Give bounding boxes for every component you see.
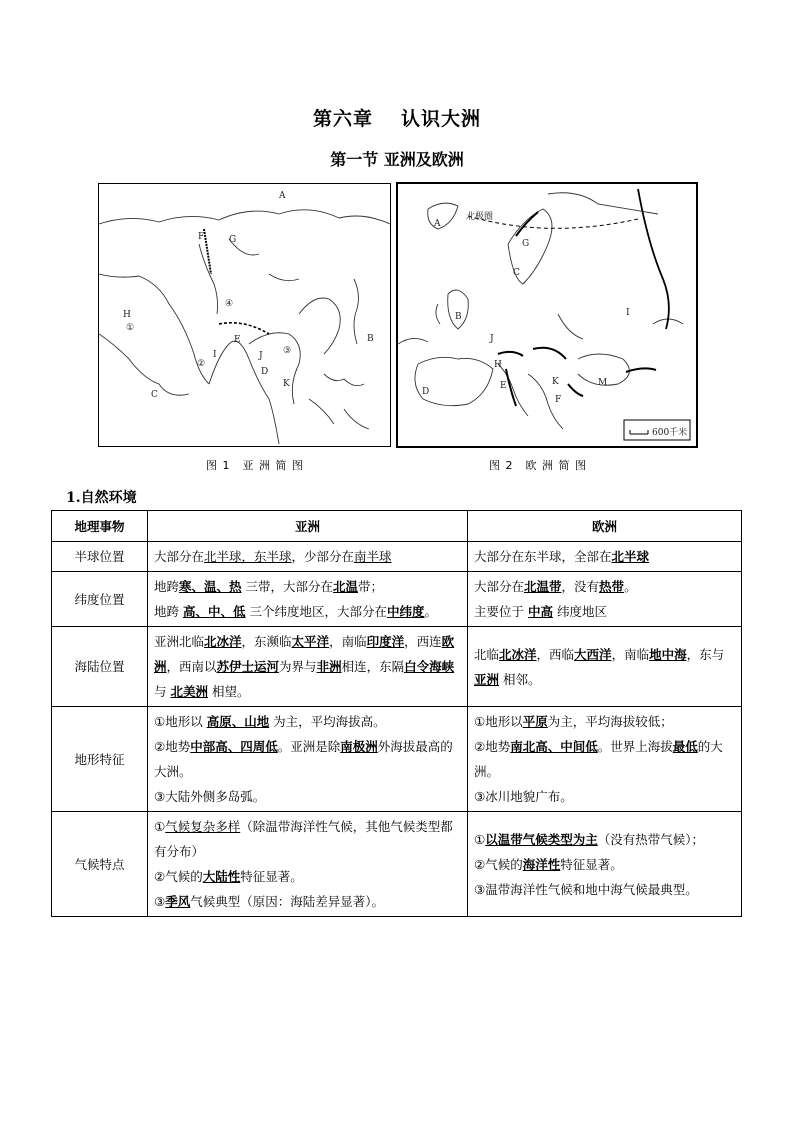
- europe-cell: 大部分在北温带，没有热带。 主要位于 中高 纬度地区: [468, 572, 742, 627]
- row-category: 海陆位置: [52, 627, 148, 707]
- header-cell: 地理事物: [52, 511, 148, 542]
- asia-cell: ①气候复杂多样（除温带海洋性气候，其他气候类型都有分布） ②气候的大陆性特征显著。 ③季风气候典型（原因：海陆差异显著）。: [148, 812, 468, 917]
- svg-text:I: I: [626, 308, 630, 318]
- europe-cell: 北临北冰洋，西临大西洋，南临地中海，东与 亚洲 相邻。: [468, 627, 742, 707]
- asia-cell: 地跨寒、温、热 三带，大部分在北温带； 地跨 高、中、低 三个纬度地区，大部分在中纬度。: [148, 572, 468, 627]
- svg-text:B: B: [367, 334, 374, 344]
- svg-text:北极圈: 北极圈: [466, 212, 494, 222]
- svg-text:③: ③: [283, 346, 292, 356]
- svg-text:K: K: [283, 379, 290, 389]
- europe-cell: 大部分在东半球，全部在北半球: [468, 542, 742, 572]
- asia-map-caption: 图 1 亚 洲 简 图: [206, 459, 304, 472]
- row-category: 气候特点: [52, 812, 148, 917]
- asia-map: [98, 183, 391, 447]
- asia-cell: ①地形以 高原、山地 为主，平均海拔高。 ②地势中部高、四周低。亚洲是除南极洲外海拔最高的大洲。 ③大陆外侧多岛弧。: [148, 707, 468, 812]
- svg-text:M: M: [598, 378, 608, 388]
- header-cell: 欧洲: [468, 511, 742, 542]
- row-category: 纬度位置: [52, 572, 148, 627]
- section-heading: 1.自然环境: [66, 490, 137, 506]
- svg-text:D: D: [261, 367, 269, 377]
- natural-environment-table: [51, 510, 742, 917]
- row-category: 地形特征: [52, 707, 148, 812]
- asia-cell: 大部分在北半球，东半球，少部分在南半球: [148, 542, 468, 572]
- table-row: [52, 542, 742, 572]
- asia-cell: 亚洲北临北冰洋，东濒临太平洋，南临印度洋，西连欧洲，西南以苏伊士运河为界与非洲相连，东隔白令海峡 与 北美洲 相望。: [148, 627, 468, 707]
- svg-text:G: G: [522, 239, 530, 249]
- section-title: 第一节 亚洲及欧洲: [330, 150, 464, 169]
- header-cell: 亚洲: [148, 511, 468, 542]
- svg-text:K: K: [552, 377, 559, 387]
- europe-cell: ①以温带气候类型为主（没有热带气候）； ②气候的海洋性特征显著。 ③温带海洋性气候和地中海气候最典型。: [468, 812, 742, 917]
- svg-text:H: H: [494, 360, 502, 370]
- svg-text:B: B: [455, 312, 462, 322]
- svg-text:C: C: [151, 390, 158, 400]
- svg-text:①: ①: [126, 323, 135, 333]
- svg-text:F: F: [555, 395, 562, 405]
- table-row: [52, 812, 742, 917]
- svg-text:J: J: [490, 334, 494, 344]
- svg-text:J: J: [259, 351, 263, 361]
- svg-text:D: D: [422, 387, 430, 397]
- table-header-row: [52, 511, 742, 542]
- europe-map-caption: 图 2 欧 洲 简 图: [489, 459, 587, 472]
- svg-text:④: ④: [225, 299, 234, 309]
- svg-text:E: E: [500, 381, 507, 391]
- svg-text:②: ②: [197, 359, 206, 369]
- svg-text:H: H: [123, 310, 131, 320]
- svg-text:A: A: [279, 191, 286, 201]
- svg-text:A: A: [434, 219, 441, 229]
- chapter-title: 第六章 认识大洲: [312, 108, 482, 130]
- europe-map: [396, 182, 698, 448]
- row-category: 半球位置: [52, 542, 148, 572]
- svg-text:F: F: [198, 232, 205, 242]
- svg-text:G: G: [229, 235, 237, 245]
- svg-text:600千米: 600千米: [652, 428, 688, 438]
- svg-text:E: E: [234, 335, 241, 345]
- svg-text:C: C: [513, 268, 520, 278]
- table-row: [52, 707, 742, 812]
- table-row: [52, 572, 742, 627]
- table-row: [52, 627, 742, 707]
- svg-text:I: I: [213, 350, 217, 360]
- europe-cell: ①地形以平原为主，平均海拔较低； ②地势南北高、中间低。世界上海拔最低的大洲。 ③冰川地貌广布。: [468, 707, 742, 812]
